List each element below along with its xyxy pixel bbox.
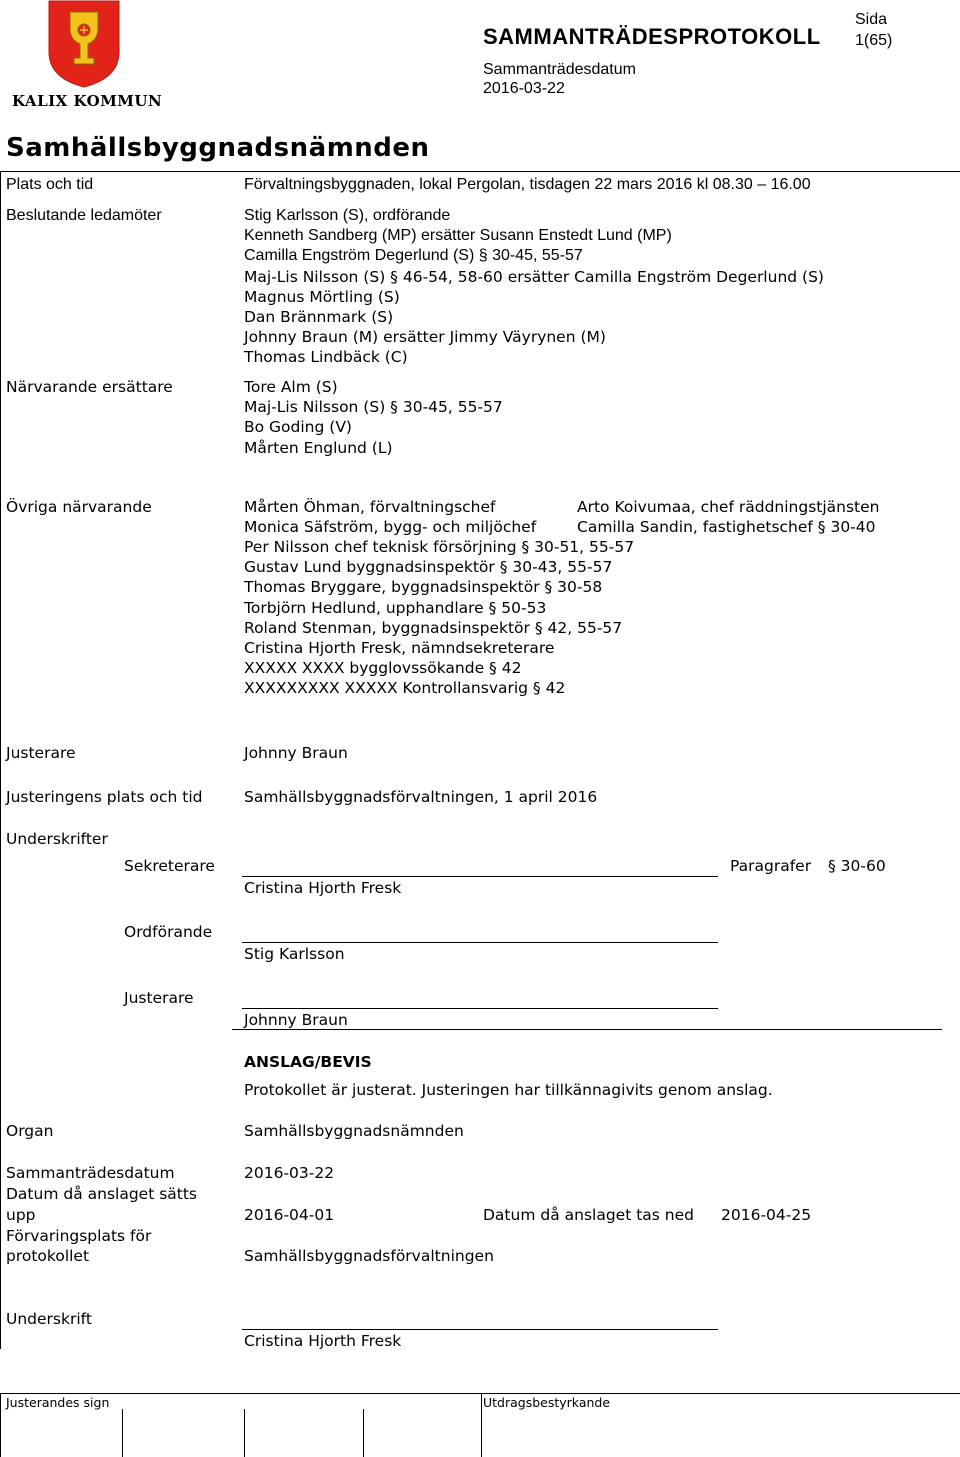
list-item: Stig Karlsson (S), ordförande <box>244 207 451 224</box>
adjust-place-value: Samhällsbyggnadsförvaltningen, 1 april 2016 <box>244 788 598 806</box>
list-item: XXXXX XXXX bygglovssökande § 42 <box>244 659 522 678</box>
footer-sign-box-divider-1 <box>122 1409 123 1457</box>
signature-divider <box>232 1029 942 1030</box>
footer-sign-label: Justerandes sign <box>6 1395 110 1410</box>
page-label: Sida <box>855 11 888 28</box>
document-type: SAMMANTRÄDESPROTOKOLL <box>483 24 821 49</box>
organ-value: Samhällsbyggnadsnämnden <box>244 1122 464 1140</box>
paragraphs-value: § 30-60 <box>828 857 886 875</box>
place-value: Förvaltningsbyggnaden, lokal Pergolan, tisdagen 22 mars 2016 kl 08.30 – 16.00 <box>244 176 811 193</box>
municipality-name: KALIX KOMMUN <box>12 92 163 110</box>
storage-label-line1: Förvaringsplats för <box>6 1227 152 1245</box>
adjuster-signature-line <box>242 1008 718 1009</box>
secretary-signature-line <box>242 876 718 877</box>
meeting-date-label: Sammanträdesdatum <box>483 61 636 78</box>
secretary-label: Sekreterare <box>124 857 215 875</box>
posted-label-line2: upp <box>6 1206 36 1224</box>
place-label: Plats och tid <box>6 176 94 193</box>
notice-date-value: 2016-03-22 <box>244 1164 335 1182</box>
substitutes-label: Närvarande ersättare <box>6 378 173 396</box>
adjuster-label: Justerare <box>6 744 76 762</box>
footer-section-divider <box>481 1393 482 1457</box>
list-item: Johnny Braun (M) ersätter Jimmy Väyrynen (M) <box>244 328 606 347</box>
others-row2-right: Camilla Sandin, fastighetschef § 30-40 <box>577 518 876 536</box>
municipality-logo <box>12 0 163 112</box>
list-item: Dan Brännmark (S) <box>244 307 394 326</box>
posted-value: 2016-04-01 <box>244 1206 335 1224</box>
list-item: Camilla Engström Degerlund (S) § 30-45, 55-57 <box>244 247 583 265</box>
coat-of-arms-icon <box>12 0 158 88</box>
removed-label: Datum då anslaget tas ned <box>483 1206 694 1224</box>
page-title: Samhällsbyggnadsnämnden <box>6 133 430 163</box>
list-item: Per Nilsson chef teknisk försörjning § 30-51, 55-57 <box>244 538 635 556</box>
sig-adjuster-name: Johnny Braun <box>244 1011 348 1029</box>
others-row2-left: Monica Säfström, bygg- och miljöchef <box>244 518 537 536</box>
list-item: Magnus Mörtling (S) <box>244 287 400 306</box>
list-item: Bo Goding (V) <box>244 418 352 437</box>
list-item: Maj-Lis Nilsson (S) § 46-54, 58-60 ersätter Camilla Engström Degerlund (S) <box>244 267 824 286</box>
notice-title: ANSLAG/BEVIS <box>244 1053 372 1071</box>
members-list <box>244 206 824 368</box>
footer-sign-box-divider-3 <box>363 1409 364 1457</box>
chair-label: Ordförande <box>124 923 213 941</box>
sig-adjuster-label: Justerare <box>124 989 194 1007</box>
notice-signature-line <box>242 1329 718 1330</box>
substitutes-list <box>244 377 503 458</box>
footer-sign-box-divider-2 <box>244 1409 245 1457</box>
organ-label: Organ <box>6 1122 54 1140</box>
others-list <box>244 537 634 699</box>
list-item: Thomas Lindbäck (C) <box>244 348 408 367</box>
left-border <box>0 171 1 1349</box>
others-row1-right: Arto Koivumaa, chef räddningstjänsten <box>577 498 880 516</box>
storage-value: Samhällsbyggnadsförvaltningen <box>244 1247 494 1265</box>
members-label: Beslutande ledamöter <box>6 207 162 224</box>
list-item: Mårten Englund (L) <box>244 438 393 457</box>
list-item: Thomas Bryggare, byggnadsinspektör § 30-58 <box>244 578 603 597</box>
signature-name: Cristina Hjorth Fresk <box>244 1332 402 1350</box>
page-number: 1(65) <box>855 32 893 49</box>
chair-name: Stig Karlsson <box>244 945 345 963</box>
chair-signature-line <box>242 942 718 943</box>
list-item: XXXXXXXXX XXXXX Kontrollansvarig § 42 <box>244 679 566 698</box>
list-item: Maj-Lis Nilsson (S) § 30-45, 55-57 <box>244 398 503 417</box>
others-label: Övriga närvarande <box>6 498 152 516</box>
storage-label-line2: protokollet <box>6 1247 90 1265</box>
posted-label-line1: Datum då anslaget sätts <box>6 1185 198 1203</box>
list-item: Gustav Lund byggnadsinspektör § 30-43, 55-57 <box>244 558 613 577</box>
list-item: Tore Alm (S) <box>244 378 338 396</box>
notice-date-label: Sammanträdesdatum <box>6 1164 175 1182</box>
paragraphs-label: Paragrafer <box>730 857 812 875</box>
footer-certify-label: Utdragsbestyrkande <box>483 1395 611 1410</box>
adjuster-value: Johnny Braun <box>244 744 348 762</box>
list-item: Kenneth Sandberg (MP) ersätter Susann Enstedt Lund (MP) <box>244 227 672 245</box>
list-item: Torbjörn Hedlund, upphandlare § 50-53 <box>244 598 547 617</box>
others-row1-left: Mårten Öhman, förvaltningschef <box>244 498 496 516</box>
footer-border-left <box>0 1393 1 1457</box>
secretary-name: Cristina Hjorth Fresk <box>244 879 402 897</box>
signature-label: Underskrift <box>6 1310 92 1328</box>
notice-text: Protokollet är justerat. Justeringen har tillkännagivits genom anslag. <box>244 1081 773 1099</box>
meeting-date-value: 2016-03-22 <box>483 80 565 97</box>
adjust-place-label: Justeringens plats och tid <box>6 788 203 806</box>
footer-divider <box>0 1393 960 1394</box>
signatures-label: Underskrifter <box>6 830 108 848</box>
list-item: Cristina Hjorth Fresk, nämndsekreterare <box>244 638 555 657</box>
title-divider <box>0 171 960 172</box>
removed-value: 2016-04-25 <box>721 1206 812 1224</box>
list-item: Roland Stenman, byggnadsinspektör § 42, 55-57 <box>244 618 623 637</box>
